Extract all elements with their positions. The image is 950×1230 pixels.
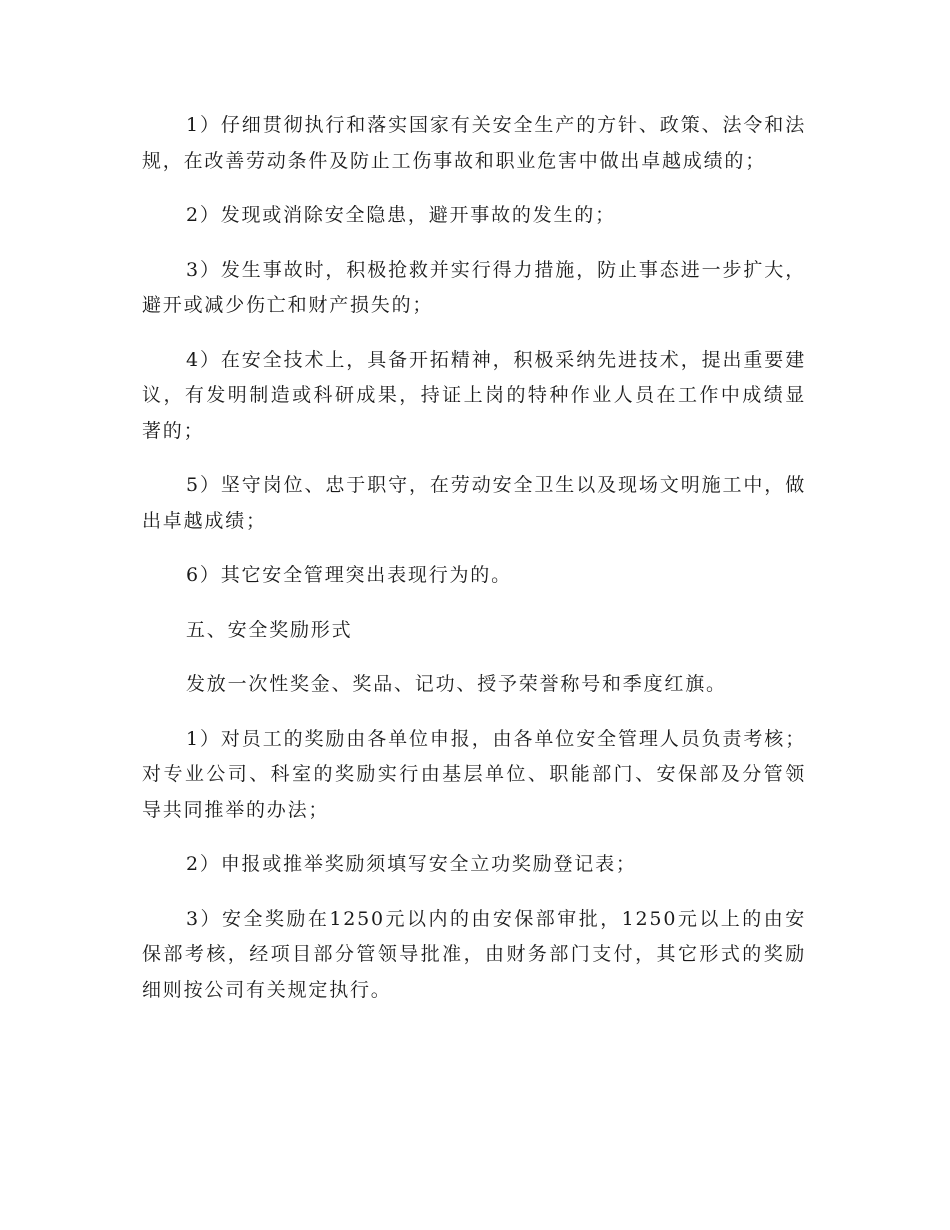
document-body: [142, 108, 806, 1027]
award-criterion-3: 3）发生事故时，积极抢救并实行得力措施，防止事态进一步扩大，避开或减少伤亡和财产损失的；: [142, 258, 806, 316]
award-criterion-1: 1）仔细贯彻执行和落实国家有关安全生产的方针、政策、法令和法规，在改善劳动条件及防止工伤事故和职业危害中做出卓越成绩的；: [142, 114, 806, 172]
award-criterion-6: 6）其它安全管理突出表现行为的。: [186, 564, 512, 586]
award-procedure-3: 3）安全奖励在1250元以内的由安保部审批，1250元以上的由安保部考核，经项目部分管领导批准，由财务部门支付，其它形式的奖励细则按公司有关规定执行。: [142, 907, 806, 1001]
award-procedure-2: 2）申报或推举奖励须填写安全立功奖励登记表；: [186, 853, 637, 875]
section-heading: 五、安全奖励形式: [186, 618, 353, 641]
award-procedure-1: 1）对员工的奖励由各单位申报，由各单位安全管理人员负责考核；对专业公司、科室的奖励实行由基层单位、职能部门、安保部及分管领导共同推举的办法；: [142, 727, 806, 821]
award-criterion-5: 5）坚守岗位、忠于职守，在劳动安全卫生以及现场文明施工中，做出卓越成绩；: [142, 474, 806, 532]
award-criterion-4: 4）在安全技术上，具备开拓精神，积极采纳先进技术，提出重要建议，有发明制造或科研成果，持证上岗的特种作业人员在工作中成绩显著的；: [142, 348, 806, 442]
award-criterion-2: 2）发现或消除安全隐患，避开事故的发生的；: [186, 204, 616, 226]
award-forms-summary: 发放一次性奖金、奖品、记功、授予荣誉称号和季度红旗。: [186, 673, 727, 695]
